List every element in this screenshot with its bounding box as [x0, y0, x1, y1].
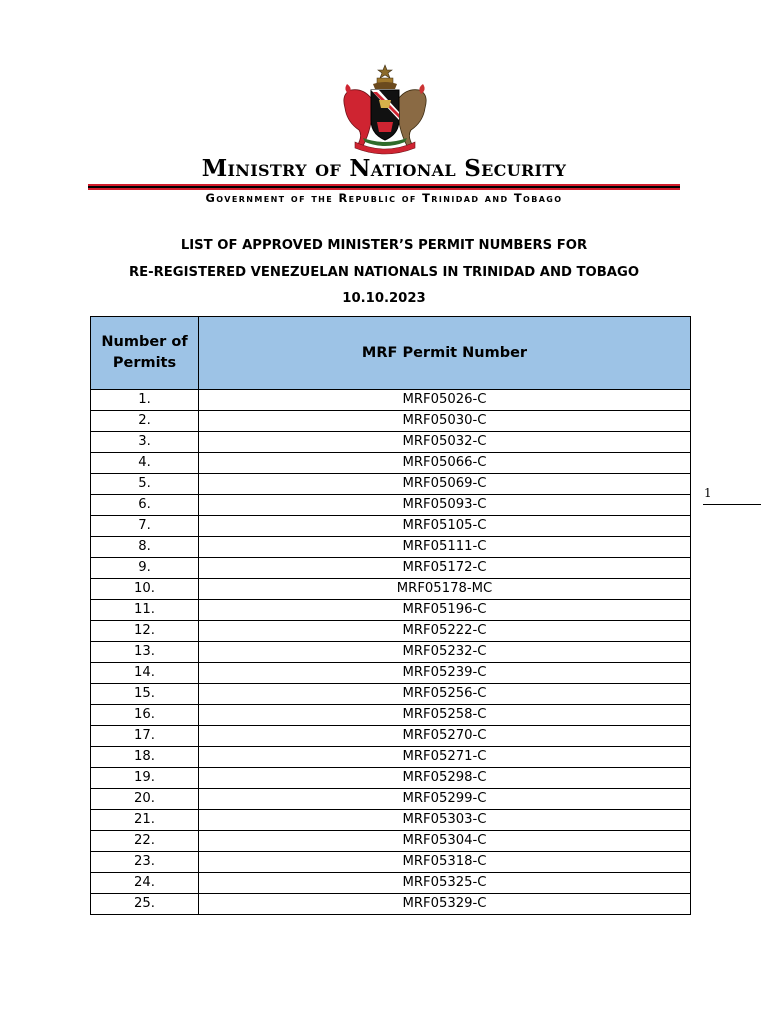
permit-number-cell: MRF05232-C: [199, 642, 691, 663]
table-row: [91, 768, 691, 789]
document-date: 10.10.2023: [342, 291, 426, 306]
permit-number-cell: MRF05178-MC: [199, 579, 691, 600]
table-row: [91, 810, 691, 831]
document-heading-line-1: LIST OF APPROVED MINISTER’S PERMIT NUMBERS FOR: [180, 238, 588, 253]
permit-number-cell: MRF05030-C: [199, 411, 691, 432]
table-row: [91, 705, 691, 726]
permit-number-cell: MRF05239-C: [199, 663, 691, 684]
row-number-cell: 20.: [91, 789, 199, 810]
column-header-number-of-permits: Number of Permits: [91, 317, 199, 390]
table-row: [91, 474, 691, 495]
row-number-cell: 16.: [91, 705, 199, 726]
permit-number-cell: MRF05258-C: [199, 705, 691, 726]
row-number-cell: 13.: [91, 642, 199, 663]
table-row: [91, 894, 691, 915]
row-number-cell: 7.: [91, 516, 199, 537]
permit-number-cell: MRF05069-C: [199, 474, 691, 495]
table-header-row: [91, 317, 691, 390]
row-number-cell: 4.: [91, 453, 199, 474]
permit-number-cell: MRF05093-C: [199, 495, 691, 516]
row-number-cell: 6.: [91, 495, 199, 516]
row-number-cell: 11.: [91, 600, 199, 621]
permit-number-cell: MRF05172-C: [199, 558, 691, 579]
table-row: [91, 390, 691, 411]
permit-number-cell: MRF05222-C: [199, 621, 691, 642]
row-number-cell: 19.: [91, 768, 199, 789]
permit-number-cell: MRF05066-C: [199, 453, 691, 474]
row-number-cell: 21.: [91, 810, 199, 831]
header-rule-red-bottom: [88, 188, 680, 190]
permit-number-cell: MRF05270-C: [199, 726, 691, 747]
table-row: [91, 453, 691, 474]
table-row: [91, 642, 691, 663]
margin-note: 1: [704, 486, 712, 500]
permit-number-cell: MRF05304-C: [199, 831, 691, 852]
row-number-cell: 24.: [91, 873, 199, 894]
row-number-cell: 1.: [91, 390, 199, 411]
permit-number-cell: MRF05298-C: [199, 768, 691, 789]
table-row: [91, 831, 691, 852]
row-number-cell: 9.: [91, 558, 199, 579]
row-number-cell: 5.: [91, 474, 199, 495]
row-number-cell: 17.: [91, 726, 199, 747]
table-row: [91, 579, 691, 600]
table-row: [91, 600, 691, 621]
row-number-cell: 25.: [91, 894, 199, 915]
government-subtitle: Government of the Republic of Trinidad and Tobago: [205, 191, 563, 205]
permit-number-cell: MRF05111-C: [199, 537, 691, 558]
table-row: [91, 537, 691, 558]
permit-number-cell: MRF05329-C: [199, 894, 691, 915]
permit-number-cell: MRF05318-C: [199, 852, 691, 873]
permit-number-cell: MRF05026-C: [199, 390, 691, 411]
table-row: [91, 726, 691, 747]
ministry-title: Ministry of National Security: [201, 155, 567, 182]
permit-number-cell: MRF05271-C: [199, 747, 691, 768]
permit-number-cell: MRF05325-C: [199, 873, 691, 894]
table-row: [91, 873, 691, 894]
permit-number-cell: MRF05032-C: [199, 432, 691, 453]
table-row: [91, 516, 691, 537]
row-number-cell: 2.: [91, 411, 199, 432]
row-number-cell: 18.: [91, 747, 199, 768]
permit-number-cell: MRF05303-C: [199, 810, 691, 831]
table-row: [91, 495, 691, 516]
table-row: [91, 684, 691, 705]
margin-note-line: [703, 504, 761, 505]
permit-number-cell: MRF05196-C: [199, 600, 691, 621]
row-number-cell: 22.: [91, 831, 199, 852]
table-row: [91, 747, 691, 768]
table-row: [91, 621, 691, 642]
row-number-cell: 12.: [91, 621, 199, 642]
row-number-cell: 3.: [91, 432, 199, 453]
document-heading-line-2: RE-REGISTERED VENEZUELAN NATIONALS IN TRINIDAD AND TOBAGO: [128, 265, 640, 280]
table-row: [91, 663, 691, 684]
row-number-cell: 15.: [91, 684, 199, 705]
permit-number-cell: MRF05256-C: [199, 684, 691, 705]
permit-number-cell: MRF05299-C: [199, 789, 691, 810]
permit-table: [90, 316, 691, 915]
table-row: [91, 852, 691, 873]
row-number-cell: 10.: [91, 579, 199, 600]
table-row: [91, 432, 691, 453]
column-header-mrf-permit-number: MRF Permit Number: [199, 317, 691, 390]
table-row: [91, 411, 691, 432]
row-number-cell: 8.: [91, 537, 199, 558]
table-row: [91, 558, 691, 579]
row-number-cell: 23.: [91, 852, 199, 873]
coat-of-arms-icon: [337, 64, 433, 156]
permit-number-cell: MRF05105-C: [199, 516, 691, 537]
table-row: [91, 789, 691, 810]
row-number-cell: 14.: [91, 663, 199, 684]
